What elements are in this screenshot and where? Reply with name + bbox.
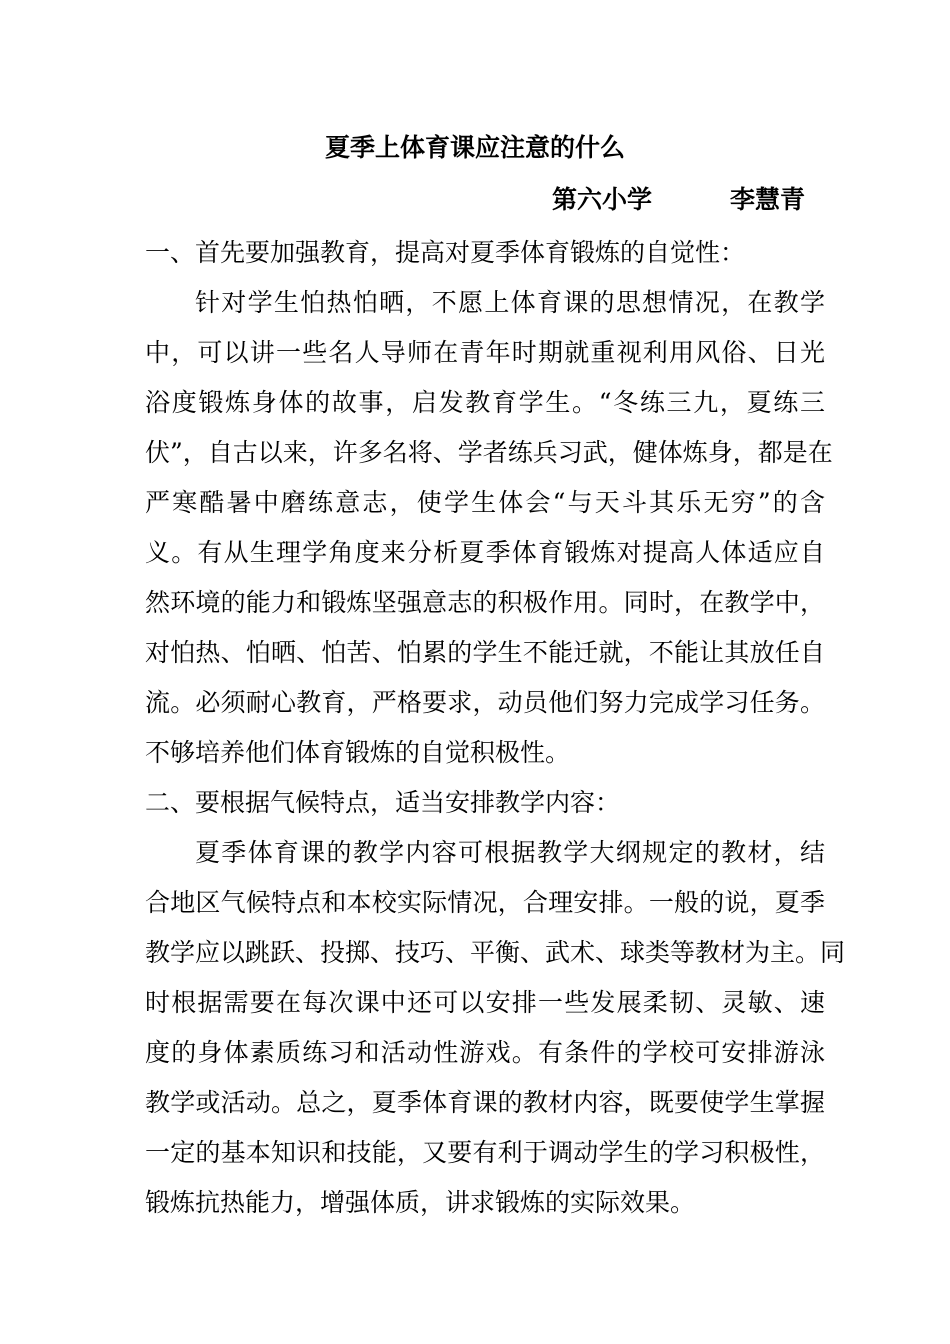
text-line: 锻炼抗热能力，增强体质，讲求锻炼的实际效果。 (145, 1188, 696, 1217)
text-line: 严寒酷暑中磨练意志，使学生体会“与天斗其乐无穷”的含 (145, 488, 825, 517)
text-line: 针对学生怕热怕晒，不愿上体育课的思想情况，在教学 (195, 288, 825, 317)
document-title: 夏季上体育课应注意的什么 (324, 133, 625, 162)
text-line: 中，可以讲一些名人导师在青年时期就重视利用风俗、日光 (145, 338, 825, 367)
text-line: 教学应以跳跃、投掷、技巧、平衡、武术、球类等教材为主。同 (145, 938, 846, 967)
section-heading-2: 二、要根据气候特点，适当安排教学内容： (145, 788, 621, 817)
section-1-paragraph (145, 278, 833, 778)
text-line: 合地区气候特点和本校实际情况，合理安排。一般的说，夏季 (145, 888, 825, 917)
text-line: 一定的基本知识和技能，又要有利于调动学生的学习积极性， (145, 1138, 825, 1167)
text-line: 流。必须耐心教育，严格要求，动员他们努力完成学习任务。 (145, 688, 825, 717)
text-line: 不够培养他们体育锻炼的自觉积极性。 (145, 738, 571, 767)
text-line: 教学或活动。总之，夏季体育课的教材内容，既要使学生掌握 (145, 1088, 825, 1117)
text-line: 夏季体育课的教学内容可根据教学大纲规定的教材，结 (195, 838, 825, 867)
document-body (145, 228, 846, 1228)
section-2-paragraph (145, 828, 846, 1228)
text-line: 浴度锻炼身体的故事，启发教育学生。“冬练三九，夏练三 (145, 388, 825, 417)
text-line: 对怕热、怕晒、怕苦、怕累的学生不能迁就，不能让其放任自 (145, 638, 825, 667)
school-name: 第六小学 (552, 185, 653, 214)
author-name: 李慧青 (730, 185, 806, 214)
text-line: 时根据需要在每次课中还可以安排一些发展柔韧、灵敏、速 (145, 988, 825, 1017)
text-line: 度的身体素质练习和活动性游戏。有条件的学校可安排游泳 (145, 1038, 825, 1067)
text-line: 伏”，自古以来，许多名将、学者练兵习武，健体炼身，都是在 (145, 438, 833, 467)
text-line: 然环境的能力和锻炼坚强意志的积极作用。同时，在教学中， (145, 588, 825, 617)
text-line: 义。有从生理学角度来分析夏季体育锻炼对提高人体适应自 (145, 538, 825, 567)
section-heading-1: 一、首先要加强教育，提高对夏季体育锻炼的自觉性： (145, 238, 746, 267)
